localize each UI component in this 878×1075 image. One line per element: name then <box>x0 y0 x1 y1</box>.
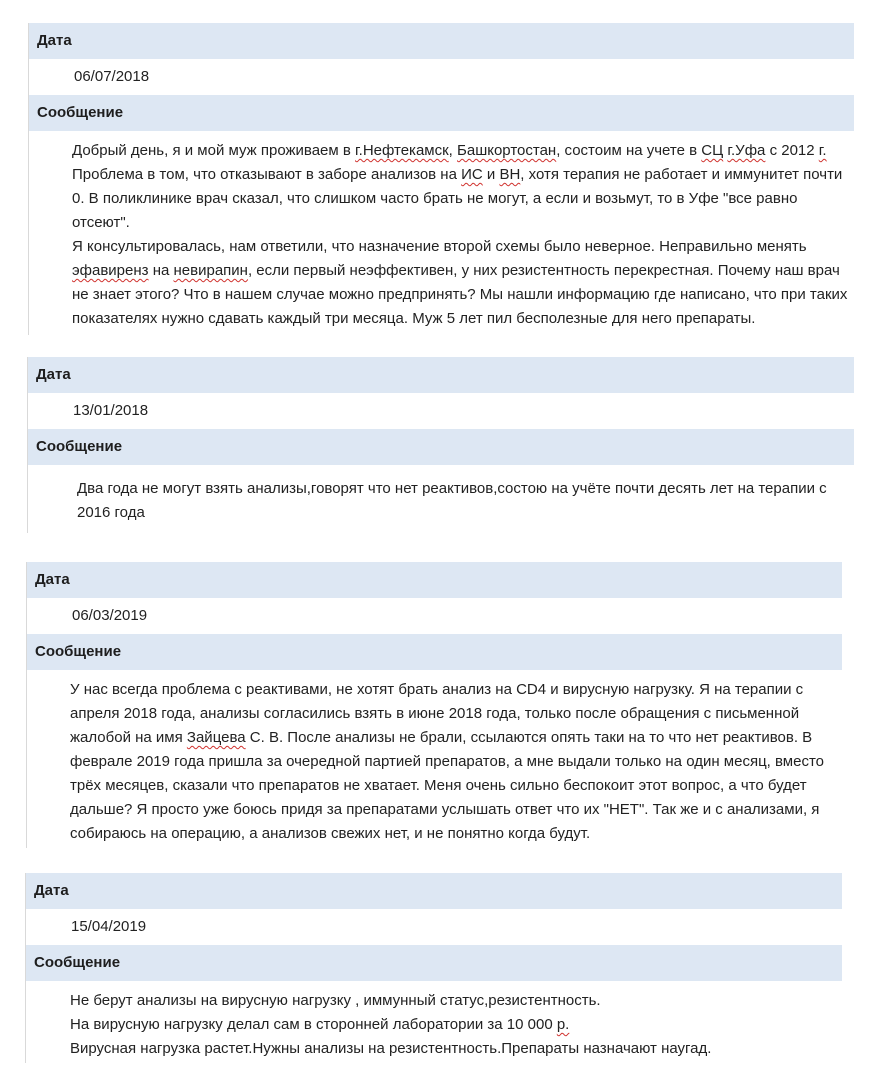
message-paragraph <box>72 235 852 331</box>
message-label: Сообщение <box>26 945 842 981</box>
date-label: Дата <box>28 357 854 393</box>
message-label: Сообщение <box>27 634 842 670</box>
message-label: Сообщение <box>28 429 854 465</box>
text-run: , если первый неэффективен, у них резистентность перекрестная. Почему наш врач не знает этого? Что в нашем случае можно предпринять? Мы нашли информацию где написано, что при таких показателях нужно сдавать каждый три месяца. Муж 5 лет пил бесполезные для него препараты. <box>72 262 848 327</box>
spellcheck-word[interactable]: СЦ <box>701 142 724 159</box>
date-value: 06/07/2018 <box>74 68 150 85</box>
text-run: , <box>448 142 458 159</box>
spellcheck-word[interactable]: г. <box>818 142 827 159</box>
message-line: Не берут анализы на вирусную нагрузку , иммунный статус,резистентность. <box>70 992 601 1009</box>
text-run: У нас всегда проблема с реактивами, не хотят брать анализ на CD4 и вирусную нагрузку. Я на терапии с апреля 2018 года, анализы согласились взять в июне 2018 года, только после обращения с письменной жалобой на имя <box>70 681 804 746</box>
message-body <box>27 670 842 848</box>
entry-4 <box>25 873 842 1063</box>
message-body <box>26 981 842 1063</box>
text-run: , состоим на учете в <box>556 142 702 159</box>
text-run: с 2012 <box>765 142 819 159</box>
message-paragraph <box>72 139 852 235</box>
spellcheck-word[interactable]: г.Нефтекамск <box>355 142 449 159</box>
message-body <box>28 465 854 527</box>
message-paragraph: Два года не могут взять анализы,говорят что нет реактивов,состою на учёте почти десять лет на терапии с 2016 года <box>77 480 827 521</box>
spellcheck-word[interactable]: невирапин <box>173 262 248 279</box>
spellcheck-word[interactable]: р. <box>556 1016 570 1033</box>
message-line: Вирусная нагрузка растет.Нужны анализы на резистентность.Препараты назначают наугад. <box>70 1040 712 1057</box>
message-body <box>29 131 854 333</box>
spellcheck-word[interactable]: эфавиренз <box>72 262 149 279</box>
message-line <box>70 1013 830 1037</box>
text-run: С. В. После анализы не брали, ссылаются опять таки на то что нет реактивов. В феврале 2019 года пришла за очередной партией препаратов, а мне выдали только на один месяц, вместо трёх месяцев, сказали что препаратов не хватает. Меня очень сильно беспокоит этот вопрос, а что будет дальше? Я просто уже боюсь придя за препаратами услышать ответ что их "НЕТ". Так же и с анализами, я собираюсь на операцию, а анализов свежих нет, и не понятно когда будут. <box>70 729 824 842</box>
text-run: Добрый день, я и мой муж проживаем в <box>72 142 356 159</box>
entry-3 <box>26 562 842 848</box>
text-run: на <box>148 262 174 279</box>
message-label: Сообщение <box>29 95 854 131</box>
text-run: , хотя терапия не работает и иммунитет почти 0. В поликлинике врач сказал, что слишком часто брать не могут, а если и возьмут, то в Уфе "все равно отсеют". <box>72 166 843 231</box>
date-label: Дата <box>27 562 842 598</box>
date-value: 13/01/2018 <box>73 402 149 419</box>
date-label: Дата <box>26 873 842 909</box>
text-run: Проблема в том, что отказывают в заборе анализов на <box>72 166 462 183</box>
entry-2 <box>27 357 854 533</box>
date-value: 15/04/2019 <box>71 918 147 935</box>
spellcheck-word[interactable]: ВН <box>499 166 521 183</box>
entry-1 <box>28 23 854 335</box>
spellcheck-word[interactable]: ИС <box>461 166 483 183</box>
spellcheck-word[interactable]: г.Уфа <box>727 142 766 159</box>
date-label: Дата <box>29 23 854 59</box>
text-run: и <box>482 166 500 183</box>
text-run: Я консультировалась, нам ответили, что назначение второй схемы было неверное. Неправильно менять <box>72 238 807 255</box>
text-run: На вирусную нагрузку делал сам в сторонней лаборатории за 10 000 <box>70 1016 557 1033</box>
date-value: 06/03/2019 <box>72 607 148 624</box>
spellcheck-word[interactable]: Зайцева <box>186 729 246 746</box>
spellcheck-word[interactable]: Башкортостан <box>457 142 557 159</box>
message-paragraph <box>70 678 830 846</box>
